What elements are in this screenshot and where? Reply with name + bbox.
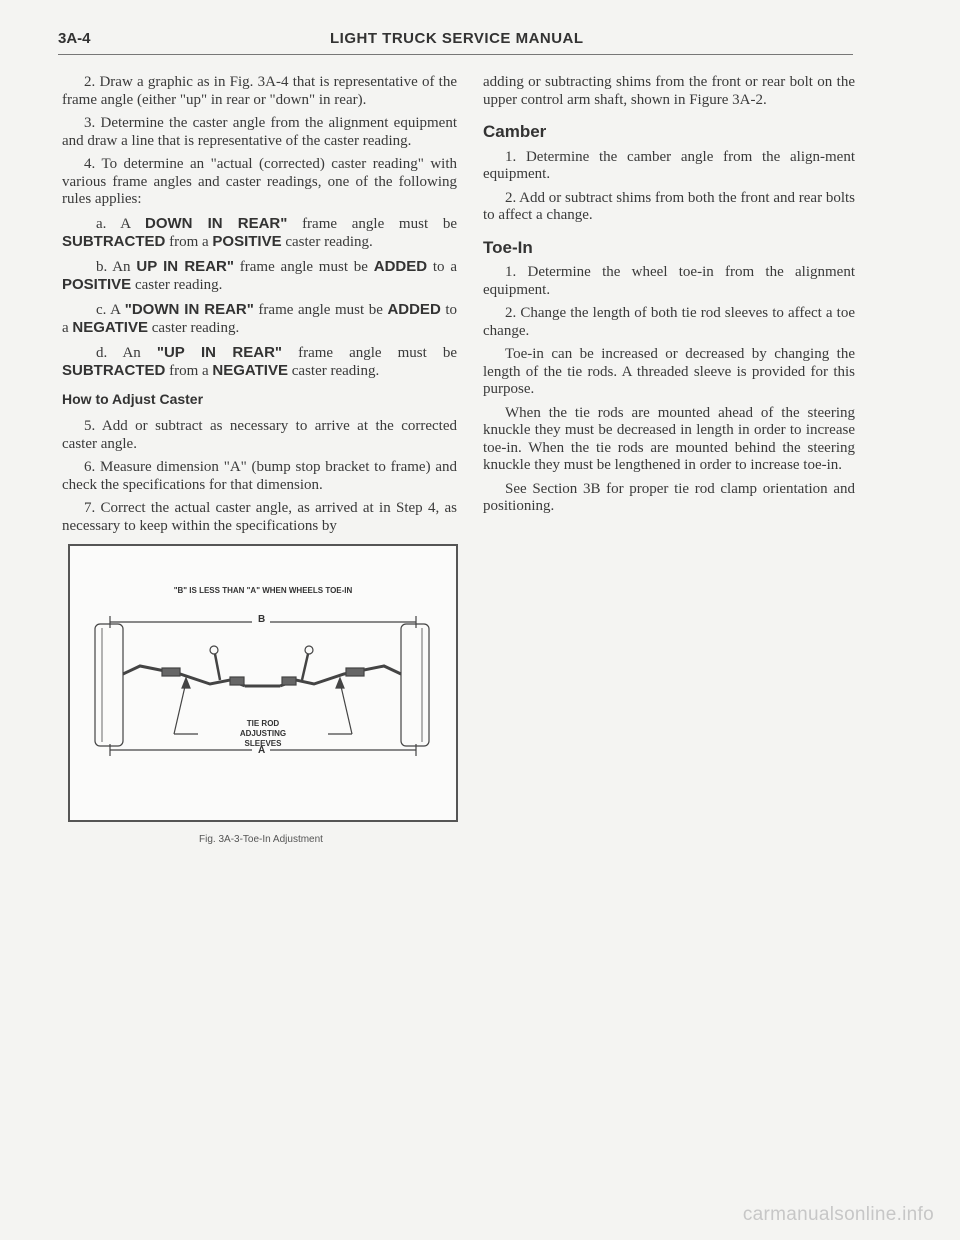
rule-b-angle: UP IN REAR" [136, 257, 234, 275]
rule-b [62, 258, 457, 295]
rule-a [62, 215, 457, 252]
figure-title: "B" IS LESS THAN "A" WHEN WHEELS TOE-IN [173, 586, 353, 595]
camber-step-2: 2. Add or subtract shims from both the front and rear bolts to affect a change. [483, 189, 855, 223]
page-number: 3A-4 [58, 30, 91, 47]
camber-step-1: 1. Determine the camber angle from the align-ment equipment. [483, 148, 855, 182]
step-3: 3. Determine the caster angle from the alignment equipment and draw a line that is representative of the caster reading. [62, 115, 457, 149]
rule-d-mid2: from a [165, 363, 213, 379]
rule-d [62, 344, 457, 381]
rule-d-pre: d. An [96, 344, 157, 361]
rule-c-angle: "DOWN IN REAR" [124, 300, 254, 318]
rule-d-post: caster reading. [288, 363, 380, 379]
heading-camber: Camber [483, 122, 547, 141]
rule-b-op: ADDED [373, 257, 428, 275]
tie-rod-label: TIE ROD ADJUSTING SLEEVES [239, 719, 287, 748]
left-wheel [95, 624, 123, 746]
rule-d-sign: NEGATIVE [212, 362, 288, 379]
right-wheel [401, 624, 429, 746]
step-5: 5. Add or subtract as necessary to arrive at the corrected caster angle. [62, 418, 457, 452]
toe-in-step-2: 2. Change the length of both tie rod sleeves to affect a toe change. [483, 305, 855, 339]
rule-a-pre: a. A [96, 215, 145, 232]
subheading-adjust-caster: How to Adjust Caster [62, 390, 204, 407]
rule-d-op: SUBTRACTED [62, 362, 166, 379]
rule-b-mid: frame angle must be [233, 258, 374, 275]
left-column [62, 74, 457, 541]
rule-a-angle: DOWN IN REAR" [145, 214, 288, 232]
page-title: LIGHT TRUCK SERVICE MANUAL [330, 30, 584, 47]
right-column [483, 74, 855, 522]
rule-d-mid: frame angle must be [282, 344, 457, 361]
rule-a-sign: POSITIVE [212, 233, 282, 250]
step-6: 6. Measure dimension "A" (bump stop bracket to frame) and check the specifications for that dimension. [62, 459, 457, 493]
continuation-text: adding or subtracting shims from the front or rear bolt on the upper control arm shaft, shown in Figure 3A-2. [483, 74, 855, 108]
rule-b-mid2: to a [427, 258, 457, 275]
rule-c-mid: frame angle must be [253, 301, 388, 318]
rule-c-mid2: to a [62, 301, 458, 336]
rule-c-sign: NEGATIVE [72, 319, 148, 336]
toe-in-para-3: Toe-in can be increased or decreased by changing the length of the tie rods. A threaded sleeve is provided for this purpose. [483, 346, 855, 397]
rule-b-sign: POSITIVE [62, 276, 132, 293]
step-7: 7. Correct the actual caster angle, as arrived at in Step 4, as necessary to keep within the specifications by [62, 500, 457, 534]
rule-b-pre: b. An [96, 258, 137, 275]
dimension-b-label: B [258, 614, 266, 625]
toe-in-step-1: 1. Determine the wheel toe-in from the alignment equipment. [483, 264, 855, 298]
toe-in-para-4: When the tie rods are mounted ahead of the steering knuckle they must be decreased in length in order to increase toe-in. When the tie rods are mounted behind the steering knuckle they must be lengthened in order to increase toe-in. [483, 404, 855, 473]
rule-c-post: caster reading. [148, 320, 240, 336]
rule-a-mid: frame angle must be [287, 215, 457, 232]
rule-a-post: caster reading. [281, 234, 373, 250]
rule-c [62, 301, 457, 338]
rule-d-angle: "UP IN REAR" [156, 343, 283, 361]
rule-c-op: ADDED [387, 300, 441, 318]
page-header [58, 30, 853, 55]
rule-a-op: SUBTRACTED [62, 233, 166, 250]
dimension-a-label: A [258, 745, 266, 756]
step-4: 4. To determine an "actual (corrected) caster reading" with various frame angles and caster readings, one of the following rules applies: [62, 156, 457, 207]
rule-b-post: caster reading. [131, 277, 223, 293]
watermark: carmanualsonline.info [742, 1204, 934, 1225]
step-2: 2. Draw a graphic as in Fig. 3A-4 that is representative of the frame angle (either "up" in rear or "down" in rear). [62, 74, 457, 108]
figure-caption: Fig. 3A-3-Toe-In Adjustment [199, 834, 323, 845]
toe-in-para-5: See Section 3B for proper tie rod clamp orientation and positioning. [483, 480, 855, 514]
rule-c-pre: c. A [96, 301, 125, 318]
heading-toe-in: Toe-In [483, 237, 533, 257]
toe-in-figure [68, 544, 458, 822]
rule-a-mid2: from a [165, 234, 213, 250]
